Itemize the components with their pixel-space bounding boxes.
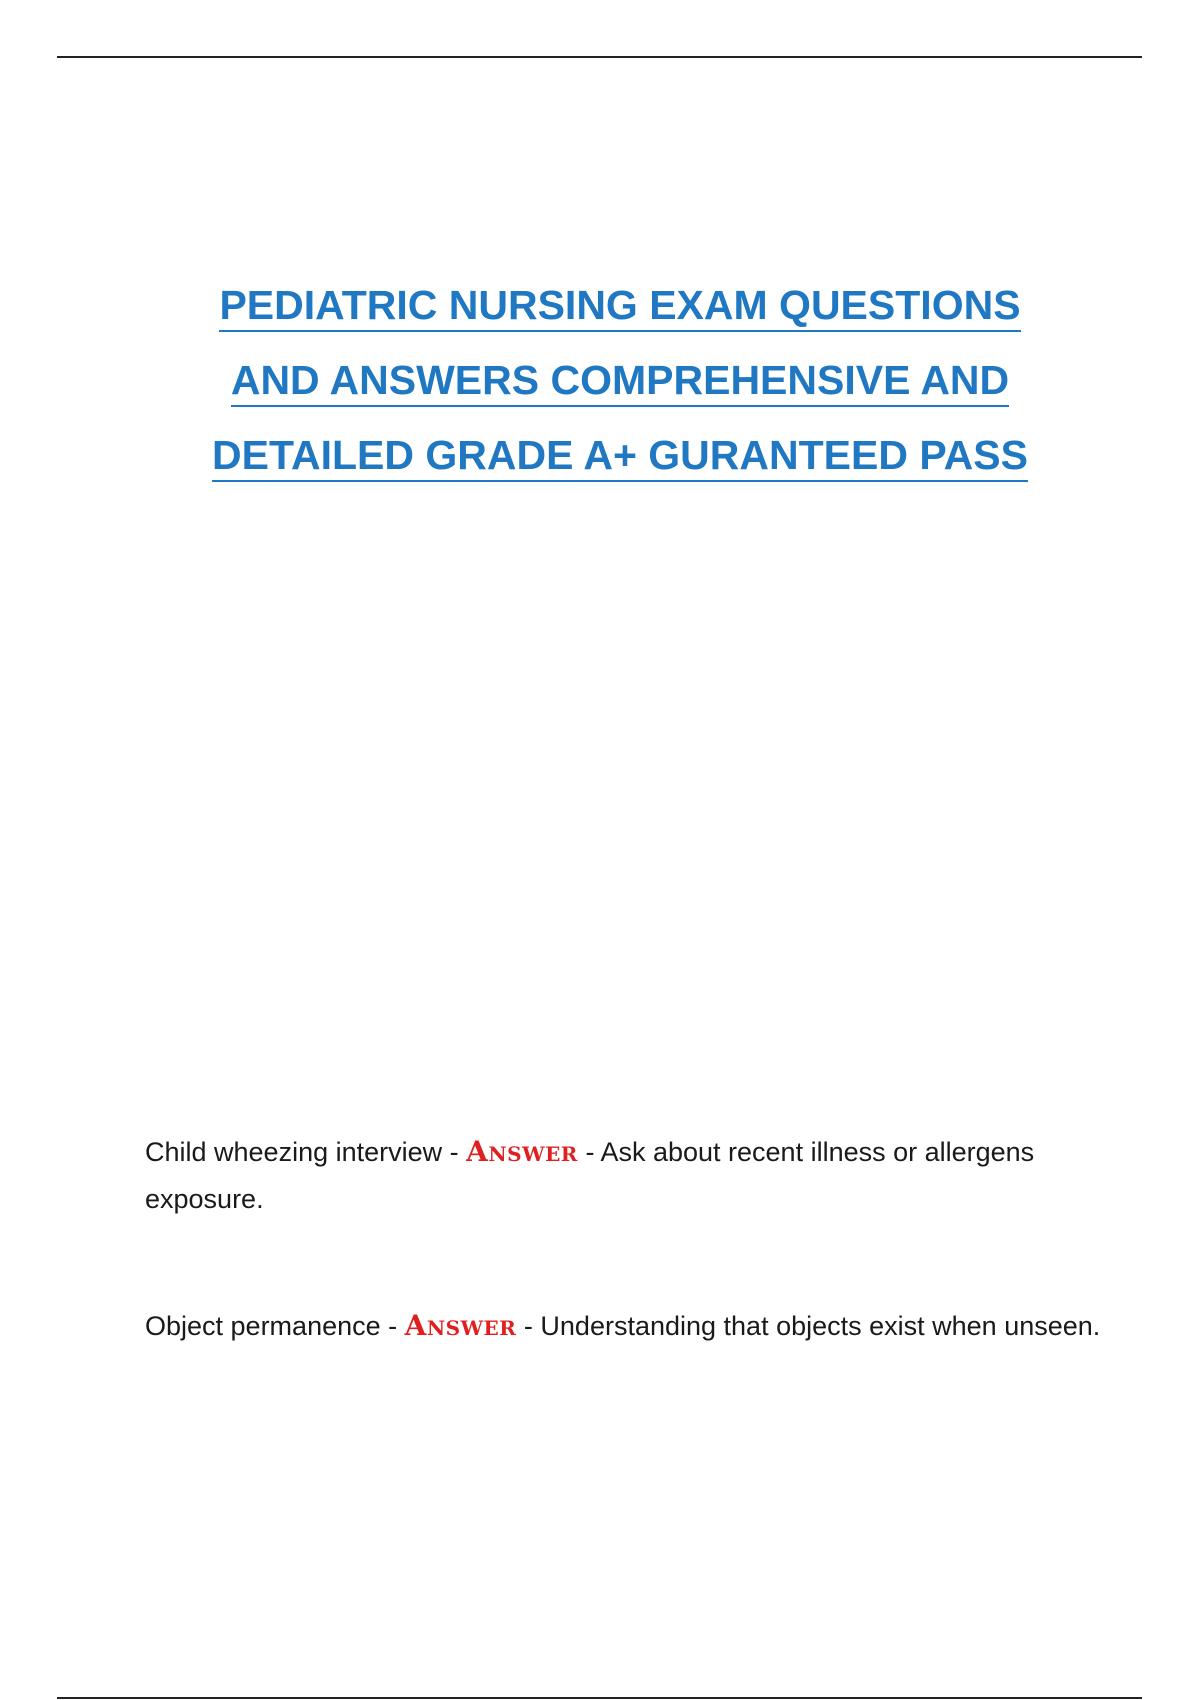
title-line-2-text: AND ANSWERS COMPREHENSIVE AND — [231, 357, 1009, 407]
separator: - — [577, 1137, 601, 1167]
qa-item — [145, 1302, 1105, 1350]
title-line-2 — [100, 343, 1140, 418]
qa-item — [145, 1128, 1105, 1223]
bottom-rule — [57, 1697, 1142, 1699]
document-title — [100, 268, 1140, 493]
answer-text: Ask about recent illness or allergens exposure. — [145, 1137, 1035, 1214]
answer-text: Understanding that objects exist when unseen. — [540, 1311, 1101, 1341]
title-line-3-text: DETAILED GRADE A+ GURANTEED PASS — [212, 432, 1028, 482]
title-line-1 — [100, 268, 1140, 343]
question-text: Object permanence — [145, 1311, 381, 1341]
question-text: Child wheezing interview — [145, 1137, 443, 1167]
title-line-1-text: PEDIATRIC NURSING EXAM QUESTIONS — [219, 282, 1020, 332]
separator: - — [516, 1311, 541, 1341]
separator: - — [442, 1137, 467, 1167]
answer-label: Answer — [404, 1309, 517, 1342]
title-line-3 — [100, 418, 1140, 493]
top-rule — [57, 56, 1142, 58]
separator: - — [380, 1311, 405, 1341]
answer-label: Answer — [466, 1135, 578, 1168]
